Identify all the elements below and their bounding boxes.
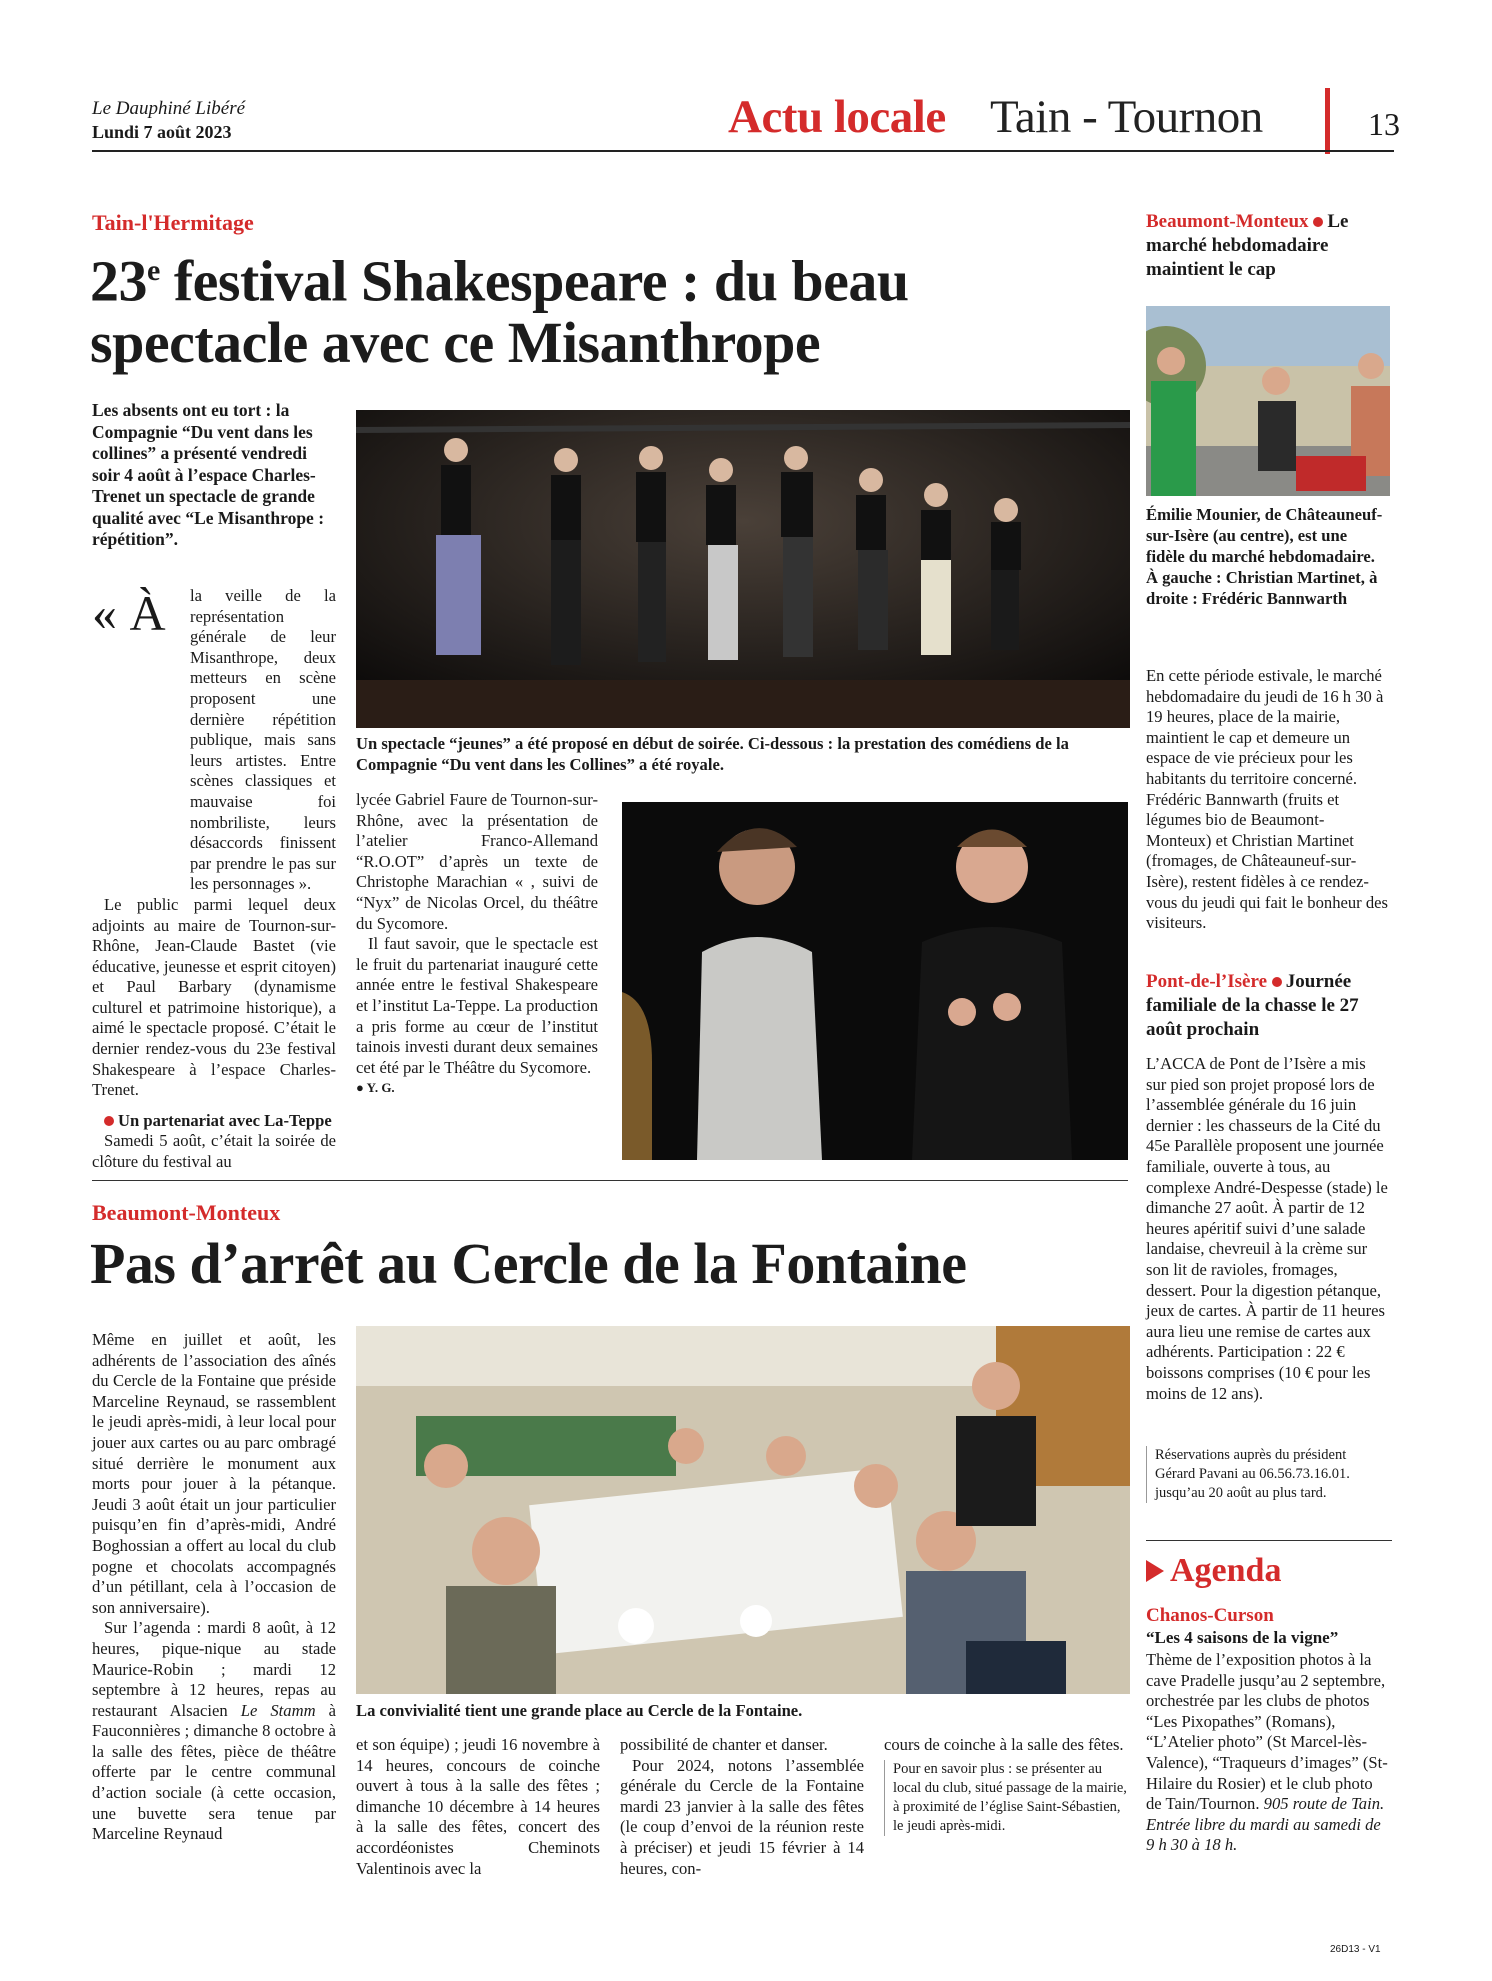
p2-pre: Sur l’agenda : mardi 8 août, à 12 heures, pique-nique au stade Maurice-Robin ; mardi 12 septembre à 12 heures, repas au restaurant Alsacien [92,1618,336,1720]
market-illustration [1146,306,1390,496]
article2-headline: Pas d’arrêt au Cercle de la Fontaine [90,1231,967,1296]
article2-caption: La convivialité tient une grande place au Cercle de la Fontaine. [356,1701,803,1720]
article1-kicker: Tain-l'Hermitage [92,210,254,235]
arrow-right-icon [1146,1560,1164,1582]
agenda-event: “Les 4 saisons de la vigne” [1146,1628,1339,1647]
restaurant-name: Le Stamm [240,1700,316,1720]
sidebar1-caption: Émilie Mounier, de Châteauneuf-sur-Isère (au centre), est une fidèle du marché hebdomadaire. À gauche : Christian Martinet, à droite : Frédéric Bannwarth [1146,505,1383,608]
sidebar1-title: Le marché hebdomadaire maintient le cap [1146,211,1349,280]
agenda-title: Agenda [1170,1552,1282,1589]
headline-sup: e [147,254,160,287]
article2-col4 [884,1735,1128,1836]
article2-p1: Même en juillet et août, les adhérents de l’association des aînés du Cercle de la Fontaine que préside Marceline Reynaud, se rassemblent le jeudi après-midi, à leur local pour jouer aux cartes ou au parc ombragé situé derrière le monument aux morts pour jouer à la pétanque. Jeudi 3 août était un jour particulier puisqu’en fin d’après-midi, André Boghossian a offert au local du club pogne et chocolats accompagnés d’un pétillant, cela à l’occasion de son anniversaire). [92,1330,336,1617]
bullet-icon [1313,217,1323,227]
article1-signature: ● Y. G. [356,1080,395,1096]
page-number: 13 [1368,106,1400,142]
agenda-italic: 905 route de Tain. Entrée libre du mardi au samedi de 9 h 30 à 18 h. [1146,1794,1385,1855]
photo-club [356,1326,1130,1694]
article1-col1 [92,585,336,1173]
club-illustration [356,1326,1130,1694]
sidebar2-title: Journée familiale de la chasse le 27 août prochain [1146,971,1359,1040]
agenda-body-text: Thème de l’exposition photos à la cave Pradelle jusqu’au 2 septembre, orchestrée par les clubs de photos “Les Pixopathes” (Romans), “L’Atelier photo” (St Marcel-lès-Valence), “Traqueurs d’images” (St-Hilaire du Rosier) et le club photo de Tain/Tournon. [1146,1650,1388,1814]
article2-col3-a: possibilité de chanter et danser. [620,1735,828,1754]
page-code: 26D13 - V1 [1330,1944,1381,1955]
photo-actors [622,802,1128,1160]
section-divider [92,1180,1128,1181]
article1-caption: Un spectacle “jeunes” a été proposé en début de soirée. Ci-dessous : la prestation des comédiens de la Compagnie “Du vent dans les Collines” a été royale. [356,734,1069,774]
article1-p5: Il faut savoir, que le spectacle est le fruit du partenariat inauguré cette année entre le festival Shakespeare et l’institut La-Teppe. La production a pris forme au cœur de l’institut tainois investi durant deux semaines cet été par le Théâtre du Sycomore. [356,934,598,1077]
article1-p4: lycée Gabriel Faure de Tournon-sur-Rhône, avec la présentation de l’atelier Franco-Allemand “R.O.OT” d’après un texte de Christophe Marachian « , suivi de “Nyx” de Nicolas Orcel, du théâtre du Sycomore. [356,790,598,933]
article1-col2 [356,790,598,1099]
sidebar2-heading [1146,970,1394,1042]
p2-post: à Fauconnières ; dimanche 8 octobre à la salle des fêtes, pièce de théâtre offerte par le centre communal d’action sociale (à cette occasion, une buvette sera tenue par Marceline Reynaud [92,1700,337,1844]
header-rule [92,150,1394,152]
agenda-body [1146,1650,1390,1856]
sidebar1-kicker: Beaumont-Monteux [1146,211,1309,232]
sidebar2-note: Réservations auprès du président Gérard Pavani au 06.56.73.16.01. jusqu’au 20 août au plus tard. [1146,1446,1382,1503]
actors-illustration [622,802,1128,1160]
article1-p2: Le public parmi lequel deux adjoints au maire de Tournon-sur-Rhône, Jean-Claude Bastet (vie éducative, jeunesse et esprit citoyen) et Paul Barbary (dynamisme culturel et patrimoine historique), a aimé le spectacle proposé. C’était le dernier rendez-vous du 23e festival Shakespeare à l’espace Charles-Trenet. [92,894,336,1100]
agenda-heading [1146,1552,1281,1590]
article2-col1 [92,1330,336,1845]
article1-lead: Les absents ont eu tort : la Compagnie “Du vent dans les collines” a présenté vendredi soir 4 août à l’espace Charles-Trenet un spectacle de grande qualité avec “Le Misanthrope : répétition”. [92,400,325,549]
issue-date: Lundi 7 août 2023 [92,122,232,142]
sidebar-divider [1146,1540,1392,1541]
article1-subhead [92,1111,336,1132]
stage-illustration [356,410,1130,728]
sidebar1-body: En cette période estivale, le marché hebdomadaire du jeudi de 16 h 30 à 19 heures, place de la mairie, maintient le cap et demeure un espace de vie précieux pour les habitants du territoire concerné. Frédéric Bannwarth (fruits et légumes bio de Beaumont-Monteux) et Christian Martinet (fromages, de Châteauneuf-sur-Isère), restent fidèles à ce rendez-vous du jeudi qui fait le bonheur des visiteurs. [1146,666,1388,933]
agenda-place: Chanos-Curson [1146,1605,1274,1626]
article1-headline [90,240,1010,374]
sidebar2-kicker: Pont-de-l’Isère [1146,971,1268,992]
article1-p1: la veille de la représentation générale de leur Misanthrope, deux metteurs en scène proposent une dernière répétition publique, mais sans leurs artistes. Entre scènes classiques et mauvaise foi nombriliste, leurs désaccords finissent par prendre le pas sur les personnages ». [190,586,336,894]
photo-market [1146,306,1390,496]
subhead-text: Un partenariat avec La-Teppe [118,1110,332,1130]
paper-name: Le Dauphiné Libéré [92,98,246,119]
headline-line1: festival Shakespeare : du beau [159,248,909,314]
article2-kicker: Beaumont-Monteux [92,1200,281,1225]
sidebar1-heading [1146,210,1394,282]
article1-p3: Samedi 5 août, c’était la soirée de clôture du festival au [92,1131,336,1172]
headline-line2: spectacle avec ce Misanthrope [90,310,821,376]
bullet-icon [1272,977,1282,987]
article2-p2 [92,1618,336,1845]
article2-info-note: Pour en savoir plus : se présenter au local du club, situé passage de la mairie, à proximité de l’église Saint-Sébastien, le jeudi après-midi. [884,1760,1128,1836]
headline-number: 23 [90,248,147,314]
article2-col3-b: Pour 2024, notons l’assemblée générale du Cercle de la Fontaine mardi 23 janvier à la salle des fêtes (le coup d’envoi de la réunion reste à préciser) et jeudi 15 février à 14 heures, con- [620,1755,864,1878]
section-city: Tain - Tournon [990,91,1263,143]
sidebar2-body: L’ACCA de Pont de l’Isère a mis sur pied son projet proposé lors de l’assemblée générale du 16 juin dernier : les chasseurs de la Cité du 45e Parallèle proposent une journée familiale, ouverte à tous, au complexe André-Despesse (stade) le dimanche 27 août. À partir de 12 heures apéritif suivi d’une salade landaise, chevreuil à la crème sur son lit de ravioles, fromages, dessert. Pour la digestion pétanque, jeux de cartes. À partir de 11 heures aura lieu une remise de cartes aux adhérents. Participation : 22 € boissons comprises (10 € pour les moins de 12 ans). [1146,1054,1388,1403]
bullet-icon [104,1116,114,1126]
article2-col3 [620,1735,864,1879]
section-rubric: Actu locale [728,91,946,143]
photo-stage-dancers [356,410,1130,728]
article2-col2: et son équipe) ; jeudi 16 novembre à 14 heures, concours de coinche ouvert à tous à la salle des fêtes ; dimanche 10 décembre à 14 heures à la salle des fêtes, concert des accordéonistes Cheminots Valentinois avec la [356,1735,600,1878]
header-divider [1325,88,1330,154]
article2-col4-a: cours de coinche à la salle des fêtes. [884,1735,1124,1754]
dropcap: « À [92,585,166,641]
